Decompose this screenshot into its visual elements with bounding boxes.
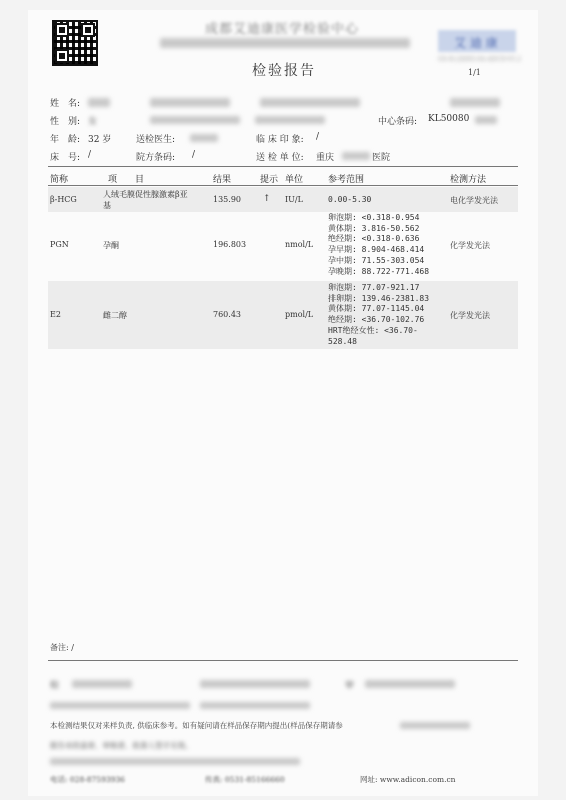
row1-flag: ↑	[263, 194, 271, 204]
his-barcode-value: /	[192, 150, 196, 160]
row3-unit: pmol/L	[285, 310, 314, 319]
hospital-title: 成都艾迪康医学检验中心	[205, 22, 360, 37]
age-label: 年 龄:	[50, 135, 81, 145]
row3-item: 雌二醇	[103, 311, 127, 320]
his-barcode-label: 院方条码:	[136, 153, 176, 163]
logo-text: 艾 迪 康	[454, 36, 498, 50]
document-code: GS-R.LX005-04-ADCD-V5.2	[438, 56, 522, 63]
bed-label: 床 号:	[50, 153, 81, 163]
row2-unit: nmol/L	[285, 240, 314, 249]
report-title: 检验报告	[252, 63, 316, 79]
website: 网址: www.adicon.com.cn	[360, 775, 456, 784]
age-value: 32 岁	[88, 135, 112, 145]
reviewer-label: 审	[345, 681, 355, 691]
row1-item: 人绒毛膜促性腺激素β亚	[103, 190, 188, 199]
remark: 备注: /	[50, 643, 74, 652]
name-label: 姓 名:	[50, 99, 81, 109]
inspector-label: 检	[50, 681, 60, 691]
footer-divider	[48, 660, 518, 661]
name-redacted	[88, 98, 110, 107]
signature-redacted	[365, 680, 455, 688]
row3-abbr: E2	[50, 310, 61, 319]
row1-unit: IU/L	[285, 195, 303, 204]
col-abbr: 简称	[50, 175, 69, 185]
gender-label: 性 别:	[50, 117, 81, 127]
table-header-divider	[48, 185, 518, 186]
col-item: 项 目	[108, 175, 145, 185]
row1-method: 电化学发光法	[450, 196, 498, 205]
row1-reference: 0.00-5.30	[328, 195, 372, 204]
company-logo	[438, 30, 516, 52]
col-method: 检测方法	[450, 175, 487, 185]
col-result: 结果	[213, 175, 232, 185]
phone: 电话: 028-87593936	[50, 775, 125, 784]
col-unit: 单位	[285, 175, 304, 185]
gender-value: 女	[88, 117, 98, 127]
row2-method: 化学发光法	[450, 241, 490, 250]
row2-item: 孕酮	[103, 241, 119, 250]
page-number: 1/1	[468, 68, 481, 77]
clinical-impression-label: 临 床 印 象:	[256, 135, 304, 145]
row1-abbr: β-HCG	[50, 195, 77, 204]
row2-reference: 卵泡期: <0.318-0.954 黄体期: 3.816-50.562 绝经期: <0.318-0.636 孕早期: 8.904-468.414 孕中期: 71.55-303.054 孕晚期: 88.722-771.468	[328, 213, 430, 276]
row3-reference: 卵泡期: 77.07-921.17 排卵期: 139.46-2381.83 黄体期: 77.07-1145.04 绝经期: <36.70-102.76 HRT绝经女性: <36.70- 528.48	[328, 283, 430, 346]
fax: 传真: 0531-85166660	[205, 775, 285, 784]
row2-abbr: PGN	[50, 240, 69, 249]
clinical-impression-value: /	[316, 132, 320, 142]
bed-value: /	[88, 150, 92, 160]
row2-result: 196.803	[213, 240, 247, 249]
report-note: 报告未经盖章、审核者、批准人签字无效。	[50, 741, 193, 750]
report-sheet	[28, 10, 538, 796]
doctor-redacted	[190, 134, 218, 142]
center-barcode-value: KL50080	[428, 114, 470, 124]
header-divider	[48, 166, 518, 167]
sending-doctor-label: 送检医生:	[136, 135, 176, 145]
center-barcode-label: 中心条码:	[378, 117, 418, 127]
sending-unit-value: 重庆	[316, 153, 335, 163]
disclaimer: 本检测结果仅对来样负责, 供临床参考。如有疑问请在样品保存期内提出(样品保存期请参	[50, 721, 343, 730]
row3-method: 化学发光法	[450, 311, 490, 320]
sending-unit-suffix: 医院	[372, 153, 391, 163]
qr-code	[52, 20, 98, 66]
row1-item-cont: 基	[103, 201, 111, 210]
row1-result: 135.90	[213, 195, 241, 204]
row3-result: 760.43	[213, 310, 241, 319]
hospital-subtitle-redacted	[160, 38, 410, 48]
col-reference: 参考范围	[328, 175, 365, 185]
sending-unit-label: 送 检 单 位:	[256, 153, 304, 163]
col-flag: 提示	[260, 175, 279, 185]
